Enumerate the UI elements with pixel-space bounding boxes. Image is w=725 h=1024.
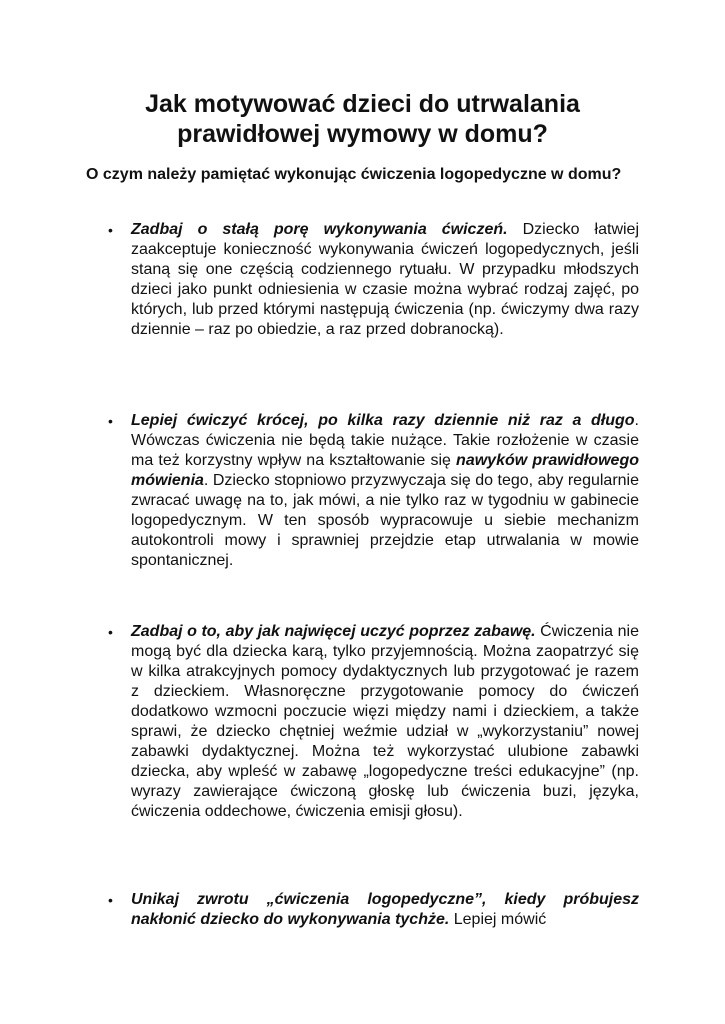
item-body: . Dziecko stopniowo przyzwyczaja się do tego, aby regularnie zwracać uwagę na to, jak mówi, a nie tylko raz w tygodniu w gabinecie logopedycznym. W ten sposób wypracowuje u siebie mechanizm autokontroli mowy i sprawniej przejdzie etap utrwalania w mowie spontanicznej. [131, 472, 639, 569]
bullet-icon: • [108, 892, 113, 908]
item-body: Lepiej mówić [449, 911, 547, 928]
section-subtitle: O czym należy pamiętać wykonując ćwiczenia logopedyczne w domu? [86, 166, 622, 183]
item-lead: Zadbaj o stałą porę wykonywania ćwiczeń. [131, 221, 508, 238]
item-body: . Wówczas ćwiczenia nie będą takie nużące. Takie rozłożenie w czasie ma też korzystny wpływ na kształtowanie się [131, 412, 639, 469]
item-lead: Zadbaj o to, aby jak najwięcej uczyć poprzez zabawę. [131, 623, 536, 640]
item-body: Dziecko łatwiej zaakceptuje konieczność wykonywania ćwiczeń logopedycznych, jeśli staną się one częścią codziennego rytuału. W przypadku młodszych dzieci jako punkt odniesienia w czasie można wybrać rodzaj zajęć, po których, lub przed którymi następują ćwiczenia (np. ćwiczymy dwa razy dziennie – raz po obiedzie, a raz przed dobranocką). [131, 221, 640, 338]
page-title: Jak motywować dzieci do utrwalania prawidłowej wymowy w domu? [145, 90, 580, 148]
item-body: Ćwiczenia nie mogą być dla dziecka karą, tylko przyjemnością. Można zaopatrzyć się w kilka atrakcyjnych pomocy dydaktycznych lub przygotować je razem z dzieckiem. Własnoręczne przygotowanie pomocy do ćwiczeń dodatkowo wzmocni poczucie więzi między nami i dzieckiem, a także sprawi, że dziecko chętniej weźmie udział w „wykorzystaniu” nowej zabawki dydaktycznej. Można też wykorzystać ulubione zabawki dziecka, aby wpleść w zabawę „logopedyczne treści edukacyjne” (np. wyrazy zawierające ćwiczoną głoskę lub ćwiczenia buzi, języka, ćwiczenia oddechowe, ćwiczenia emisji głosu). [131, 623, 639, 820]
item-lead: Unikaj zwrotu „ćwiczenia logopedyczne”, kiedy próbujesz nakłonić dziecko do wykonywania tychże. [131, 891, 639, 928]
list-item [108, 622, 639, 822]
list-item-text [131, 411, 639, 571]
bullet-icon: • [108, 222, 113, 238]
list-item-text [131, 220, 639, 340]
list-item-text [131, 622, 639, 822]
item-lead: Lepiej ćwiczyć krócej, po kilka razy dziennie niż raz a długo [131, 412, 635, 429]
list-item [108, 220, 640, 340]
item-emphasis: nawyków prawidłowego mówienia [131, 452, 639, 489]
bullet-icon: • [108, 624, 113, 640]
list-item [108, 890, 639, 930]
list-item-text [131, 890, 639, 930]
bullet-icon: • [108, 413, 113, 429]
list-item [108, 411, 639, 571]
